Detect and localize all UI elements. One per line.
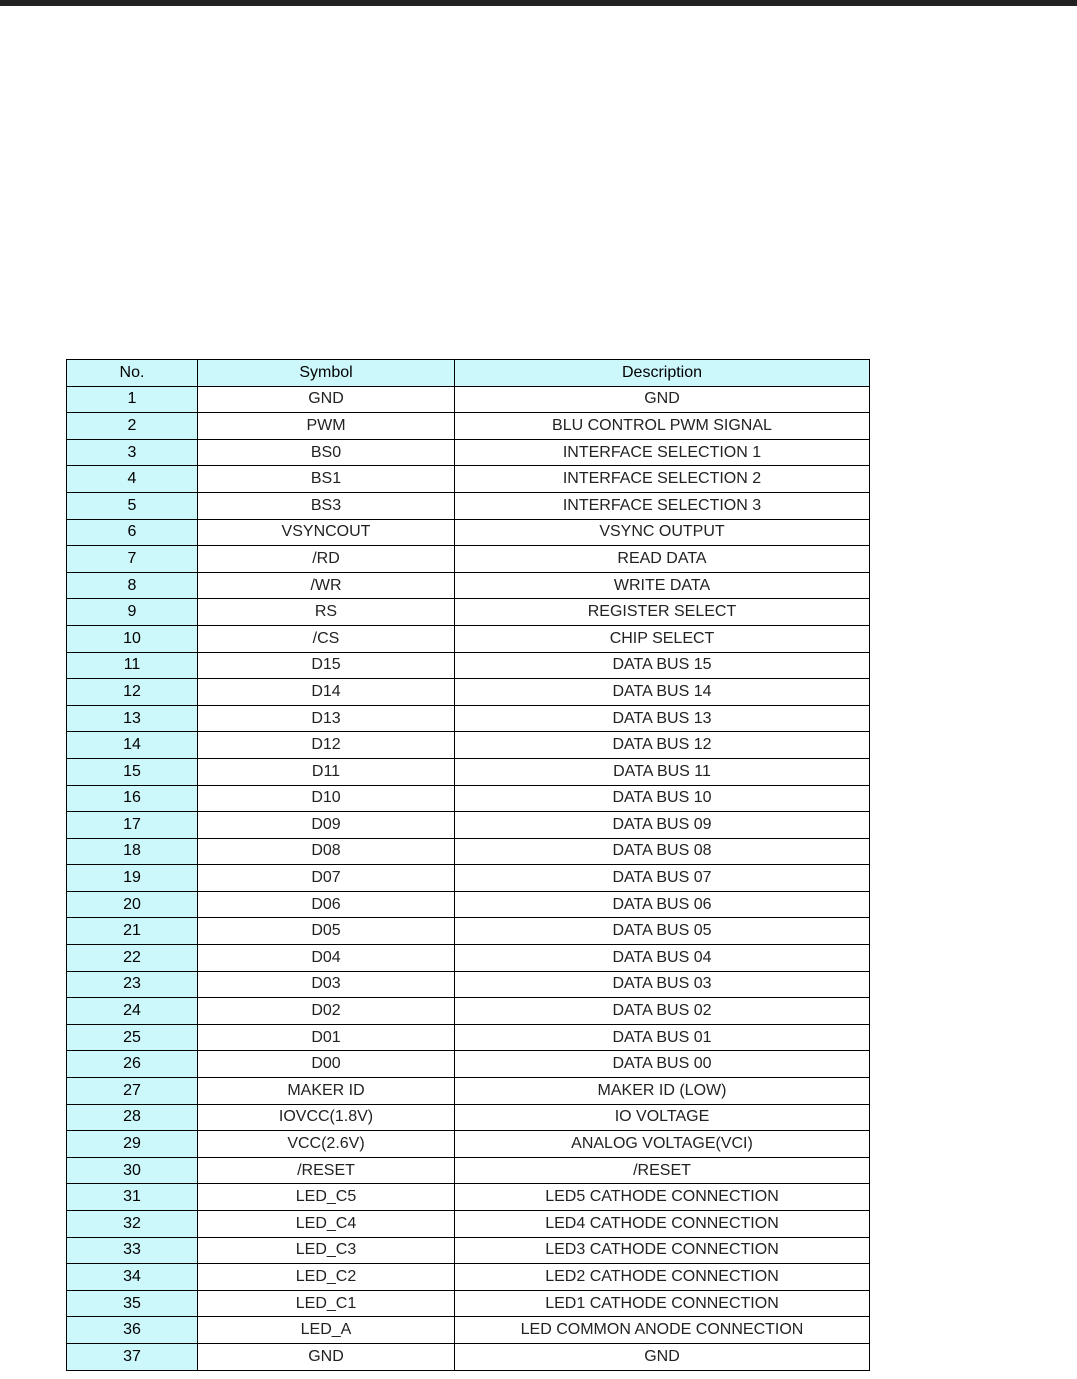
pin-description: LED5 CATHODE CONNECTION [455, 1184, 870, 1211]
pin-description: ANALOG VOLTAGE(VCI) [455, 1131, 870, 1158]
pin-number: 2 [67, 413, 198, 440]
pin-symbol: D14 [198, 679, 455, 706]
pin-number: 34 [67, 1264, 198, 1291]
pin-description: /RESET [455, 1157, 870, 1184]
pin-number: 10 [67, 625, 198, 652]
table-row [67, 865, 870, 892]
pin-description: INTERFACE SELECTION 2 [455, 466, 870, 493]
pin-number: 5 [67, 492, 198, 519]
pin-symbol: D01 [198, 1024, 455, 1051]
pin-symbol: D00 [198, 1051, 455, 1078]
pin-number: 22 [67, 945, 198, 972]
pin-symbol: VCC(2.6V) [198, 1131, 455, 1158]
pin-symbol: /RESET [198, 1157, 455, 1184]
table-row [67, 1184, 870, 1211]
pin-symbol: D10 [198, 785, 455, 812]
table-row [67, 466, 870, 493]
pin-symbol: D08 [198, 838, 455, 865]
table-row [67, 546, 870, 573]
pin-description: GND [455, 1343, 870, 1370]
pin-description: DATA BUS 13 [455, 705, 870, 732]
table-row [67, 492, 870, 519]
table-row [67, 1104, 870, 1131]
table-row [67, 945, 870, 972]
pin-symbol: D11 [198, 758, 455, 785]
table-row [67, 572, 870, 599]
table-row [67, 1290, 870, 1317]
pin-number: 25 [67, 1024, 198, 1051]
table-row [67, 1211, 870, 1238]
pin-description: DATA BUS 08 [455, 838, 870, 865]
table-body [67, 386, 870, 1370]
table-row [67, 679, 870, 706]
pin-number: 11 [67, 652, 198, 679]
pin-number: 14 [67, 732, 198, 759]
pin-symbol: PWM [198, 413, 455, 440]
pin-description: LED4 CATHODE CONNECTION [455, 1211, 870, 1238]
pin-symbol: D06 [198, 891, 455, 918]
pin-number: 37 [67, 1343, 198, 1370]
pin-number: 4 [67, 466, 198, 493]
pin-number: 16 [67, 785, 198, 812]
pin-description: REGISTER SELECT [455, 599, 870, 626]
table-row [67, 971, 870, 998]
pin-description: DATA BUS 01 [455, 1024, 870, 1051]
pin-symbol: GND [198, 386, 455, 413]
pin-description: DATA BUS 05 [455, 918, 870, 945]
table-row [67, 1051, 870, 1078]
pin-description: DATA BUS 09 [455, 812, 870, 839]
pin-number: 19 [67, 865, 198, 892]
header-no: No. [67, 360, 198, 387]
table-row [67, 1024, 870, 1051]
pin-number: 17 [67, 812, 198, 839]
top-rule [0, 0, 1077, 6]
header-symbol: Symbol [198, 360, 455, 387]
pin-symbol: LED_C4 [198, 1211, 455, 1238]
pin-number: 31 [67, 1184, 198, 1211]
pin-description: LED COMMON ANODE CONNECTION [455, 1317, 870, 1344]
pin-description: DATA BUS 06 [455, 891, 870, 918]
pin-description: DATA BUS 15 [455, 652, 870, 679]
pin-number: 23 [67, 971, 198, 998]
pin-symbol: D03 [198, 971, 455, 998]
table-row [67, 891, 870, 918]
table-row [67, 386, 870, 413]
table-header [67, 360, 870, 387]
pin-symbol: BS1 [198, 466, 455, 493]
table-row [67, 1237, 870, 1264]
table-row [67, 1131, 870, 1158]
pin-description: WRITE DATA [455, 572, 870, 599]
pin-number: 8 [67, 572, 198, 599]
pin-assignment-table [66, 359, 870, 1371]
table-row [67, 1317, 870, 1344]
pin-number: 30 [67, 1157, 198, 1184]
pin-number: 15 [67, 758, 198, 785]
pin-number: 7 [67, 546, 198, 573]
table-row [67, 705, 870, 732]
pin-number: 36 [67, 1317, 198, 1344]
pin-number: 13 [67, 705, 198, 732]
table-row [67, 519, 870, 546]
header-row [67, 360, 870, 387]
table-row [67, 732, 870, 759]
pin-description: DATA BUS 14 [455, 679, 870, 706]
pin-description: DATA BUS 10 [455, 785, 870, 812]
pin-number: 24 [67, 998, 198, 1025]
pin-description: IO VOLTAGE [455, 1104, 870, 1131]
pin-symbol: D09 [198, 812, 455, 839]
pin-symbol: D12 [198, 732, 455, 759]
pin-symbol: LED_A [198, 1317, 455, 1344]
pin-description: DATA BUS 03 [455, 971, 870, 998]
table-row [67, 812, 870, 839]
pin-number: 29 [67, 1131, 198, 1158]
pin-number: 27 [67, 1078, 198, 1105]
pin-symbol: D05 [198, 918, 455, 945]
pin-symbol: D04 [198, 945, 455, 972]
pin-number: 3 [67, 439, 198, 466]
pin-number: 28 [67, 1104, 198, 1131]
pin-symbol: RS [198, 599, 455, 626]
table-row [67, 625, 870, 652]
pin-description: VSYNC OUTPUT [455, 519, 870, 546]
table-row [67, 758, 870, 785]
pin-description: DATA BUS 07 [455, 865, 870, 892]
pin-symbol: LED_C3 [198, 1237, 455, 1264]
table-row [67, 918, 870, 945]
pin-number: 18 [67, 838, 198, 865]
table-row [67, 998, 870, 1025]
pin-description: LED1 CATHODE CONNECTION [455, 1290, 870, 1317]
pin-description: LED3 CATHODE CONNECTION [455, 1237, 870, 1264]
pin-number: 6 [67, 519, 198, 546]
pin-symbol: D07 [198, 865, 455, 892]
pin-symbol: GND [198, 1343, 455, 1370]
pin-symbol: VSYNCOUT [198, 519, 455, 546]
table-row [67, 599, 870, 626]
table-row [67, 1264, 870, 1291]
pin-symbol: BS0 [198, 439, 455, 466]
pin-description: CHIP SELECT [455, 625, 870, 652]
table-row [67, 1157, 870, 1184]
pin-number: 9 [67, 599, 198, 626]
pin-description: INTERFACE SELECTION 1 [455, 439, 870, 466]
pin-description: INTERFACE SELECTION 3 [455, 492, 870, 519]
pin-description: DATA BUS 00 [455, 1051, 870, 1078]
table-row [67, 838, 870, 865]
pin-symbol: D15 [198, 652, 455, 679]
pin-number: 32 [67, 1211, 198, 1238]
pin-number: 12 [67, 679, 198, 706]
pin-symbol: LED_C5 [198, 1184, 455, 1211]
pin-symbol: /WR [198, 572, 455, 599]
pin-symbol: MAKER ID [198, 1078, 455, 1105]
pin-description: MAKER ID (LOW) [455, 1078, 870, 1105]
pin-symbol: /CS [198, 625, 455, 652]
pin-description: BLU CONTROL PWM SIGNAL [455, 413, 870, 440]
table-row [67, 785, 870, 812]
pin-number: 20 [67, 891, 198, 918]
pin-description: DATA BUS 04 [455, 945, 870, 972]
table-row [67, 1078, 870, 1105]
pin-symbol: BS3 [198, 492, 455, 519]
pin-symbol: LED_C2 [198, 1264, 455, 1291]
pin-number: 33 [67, 1237, 198, 1264]
pin-symbol: D13 [198, 705, 455, 732]
pin-description: DATA BUS 11 [455, 758, 870, 785]
table-row [67, 439, 870, 466]
table-row [67, 1343, 870, 1370]
pin-number: 35 [67, 1290, 198, 1317]
table-row [67, 413, 870, 440]
pin-symbol: /RD [198, 546, 455, 573]
pin-number: 21 [67, 918, 198, 945]
pin-number: 26 [67, 1051, 198, 1078]
pin-symbol: D02 [198, 998, 455, 1025]
header-description: Description [455, 360, 870, 387]
pin-description: READ DATA [455, 546, 870, 573]
pin-description: GND [455, 386, 870, 413]
pin-symbol: LED_C1 [198, 1290, 455, 1317]
table-row [67, 652, 870, 679]
pin-number: 1 [67, 386, 198, 413]
pin-symbol: IOVCC(1.8V) [198, 1104, 455, 1131]
pin-description: DATA BUS 12 [455, 732, 870, 759]
pin-description: LED2 CATHODE CONNECTION [455, 1264, 870, 1291]
pin-description: DATA BUS 02 [455, 998, 870, 1025]
